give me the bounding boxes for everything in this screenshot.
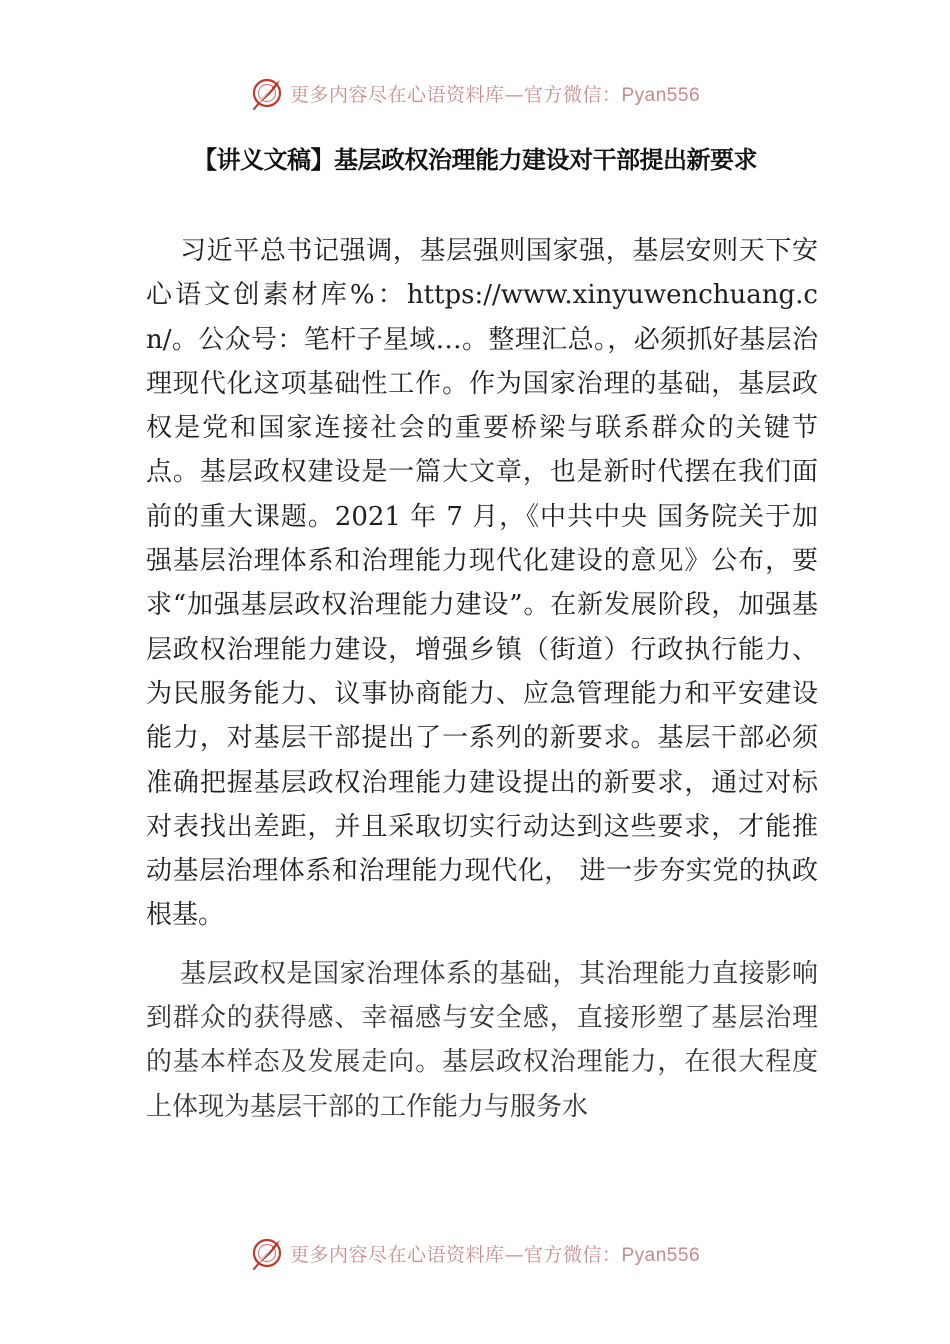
quill-logo-icon <box>250 1236 284 1270</box>
paragraph: 习近平总书记强调，基层强则国家强，基层安则天下安心语文创素材库%：https://www.xinyuwenchuang.cn/。公众号：笔杆子星域…。整理汇总。，必须抓好基层治理现代化这项基础性工作。作为国家治理的基础，基层政权是党和国家连接社会的重要桥梁与联系群众的关键节点。基层政权建设是一篇大文章，也是新时代摆在我们面前的重大课题。2021 年 7 月，《中共中央 国务院关于加强基层治理体系和治理能力现代化建设的意见》公布，要求“加强基层政权治理能力建设”。在新发展阶段，加强基层政权治理能力建设，增强乡镇（街道）行政执行能力、为民服务能力、议事协商能力、应急管理能力和平安建设能力，对基层干部提出了一系列的新要求。基层干部必须准确把握基层政权治理能力建设提出的新要求，通过对标对表找出差距，并且采取切实行动达到这些要求，才能推动基层治理体系和治理能力现代化， 进一步夯实党的执政根基。 <box>146 236 818 931</box>
paragraph: 基层政权是国家治理体系的基础，其治理能力直接影响到群众的获得感、幸福感与安全感，直接形塑了基层治理的基本样态及发展走向。基层政权治理能力，在很大程度上体现为基层干部的工作能力与服务水 <box>146 958 818 1122</box>
document-title: 【讲义文稿】基层政权治理能力建设对干部提出新要求 <box>193 146 757 174</box>
quill-logo-icon <box>250 76 284 110</box>
header-banner <box>0 71 950 115</box>
banner-text: 更多内容尽在心语资料库—官方微信： <box>289 1243 622 1266</box>
banner-wechat-id: Pyan556 <box>621 1244 701 1266</box>
banner-wechat-id: Pyan556 <box>621 84 701 106</box>
document-body <box>146 229 818 1143</box>
footer-banner <box>0 1231 950 1275</box>
banner-text: 更多内容尽在心语资料库—官方微信： <box>289 83 622 106</box>
